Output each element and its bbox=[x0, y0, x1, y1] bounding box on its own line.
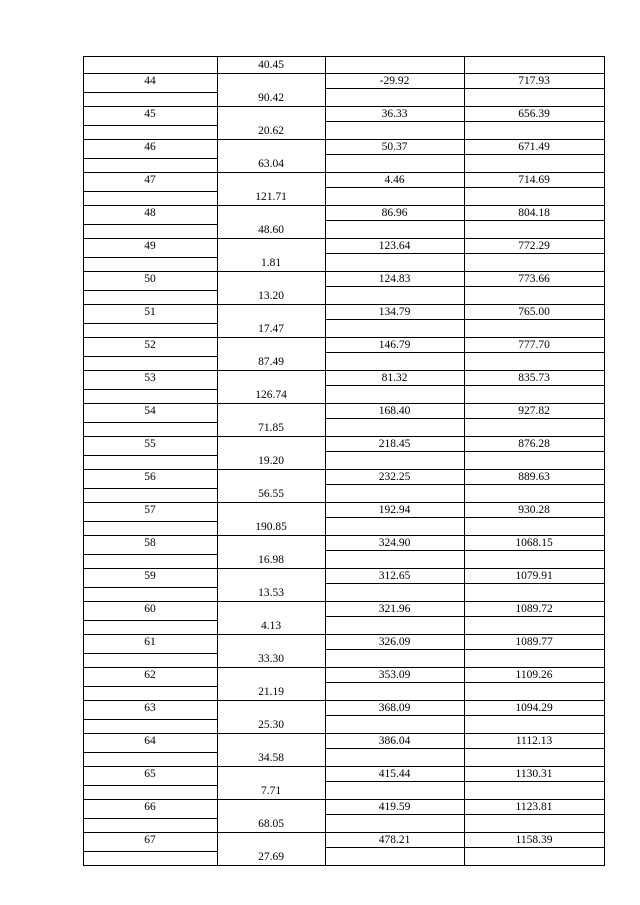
cell-value-a: 21.19 bbox=[258, 685, 284, 698]
cell-index: 51 bbox=[144, 306, 156, 318]
cell-index: 55 bbox=[144, 438, 156, 450]
row-sub-rule bbox=[83, 719, 217, 720]
cell-value-a: 33.30 bbox=[258, 652, 284, 665]
cell-value-a: 13.53 bbox=[258, 586, 284, 599]
cell-value-b: 312.65 bbox=[378, 570, 411, 582]
row-sub-rule bbox=[83, 356, 217, 357]
cell-value-b: 324.90 bbox=[378, 537, 411, 549]
cell-value-b: 419.59 bbox=[378, 801, 411, 813]
cell-value-b: 123.64 bbox=[378, 240, 411, 252]
cell-value-b: 146.79 bbox=[378, 339, 411, 351]
cell-value-c: 777.70 bbox=[518, 339, 550, 351]
cell-value-c: 930.28 bbox=[518, 504, 550, 516]
cell-value-a: 19.20 bbox=[258, 454, 284, 467]
cell-value-c: 1079.91 bbox=[515, 570, 553, 582]
cell-value-c: 1109.26 bbox=[515, 669, 553, 681]
cell-index: 44 bbox=[144, 75, 156, 87]
cell-value-c: 889.63 bbox=[518, 471, 550, 483]
cell-index: 60 bbox=[144, 603, 156, 615]
row-sub-rule bbox=[83, 323, 217, 324]
row-sub-rule bbox=[83, 785, 217, 786]
table-top-border bbox=[83, 56, 605, 57]
row-sub-rule bbox=[83, 389, 217, 390]
cell-value-c: 772.29 bbox=[518, 240, 550, 252]
data-table bbox=[83, 56, 605, 865]
cell-value-b: 368.09 bbox=[378, 702, 411, 714]
cell-index: 50 bbox=[144, 273, 156, 285]
cell-value-a: 56.55 bbox=[258, 487, 284, 500]
row-sub-rule bbox=[83, 686, 217, 687]
cell-value-c: 765.00 bbox=[518, 306, 550, 318]
cell-value-c: 835.73 bbox=[518, 372, 550, 384]
cell-index: 57 bbox=[144, 504, 156, 516]
row-sub-rule bbox=[83, 752, 217, 753]
cell-value-b: 4.46 bbox=[384, 174, 405, 186]
cell-index: 47 bbox=[144, 174, 156, 186]
cell-value-b: 321.96 bbox=[378, 603, 411, 615]
cell-value-c: 1158.39 bbox=[515, 834, 553, 846]
cell-index: 49 bbox=[144, 240, 156, 252]
cell-value-a: 20.62 bbox=[258, 124, 284, 137]
cell-value-a: 7.71 bbox=[260, 784, 282, 797]
cell-value-c: 671.49 bbox=[518, 141, 550, 153]
cell-index: 54 bbox=[144, 405, 156, 417]
cell-value-b: 168.40 bbox=[378, 405, 411, 417]
cell-value-a: 71.85 bbox=[258, 421, 284, 434]
row-sub-rule bbox=[83, 587, 217, 588]
cell-index: 62 bbox=[144, 669, 156, 681]
row-sub-rule bbox=[83, 653, 217, 654]
cell-index: 48 bbox=[144, 207, 156, 219]
row-sub-rule bbox=[83, 620, 217, 621]
table-bottom-border bbox=[83, 865, 605, 866]
cell-index: 46 bbox=[144, 141, 156, 153]
cell-value-b: 86.96 bbox=[381, 207, 408, 219]
cell-value-a: 34.58 bbox=[258, 751, 284, 764]
cell-index: 65 bbox=[144, 768, 156, 780]
cell-value-a: 25.30 bbox=[258, 718, 284, 731]
cell-value-c: 1068.15 bbox=[515, 537, 553, 549]
cell-value-a: 63.04 bbox=[258, 157, 284, 170]
cell-value-a: 16.98 bbox=[258, 553, 284, 566]
cell-index: 53 bbox=[144, 372, 156, 384]
cell-value-b: 415.44 bbox=[378, 768, 411, 780]
cell-value-c: 1130.31 bbox=[515, 768, 553, 780]
cell-value-a: 126.74 bbox=[255, 388, 287, 401]
cell-value-b: 81.32 bbox=[381, 372, 408, 384]
cell-value-c: 1123.81 bbox=[515, 801, 553, 813]
row-sub-rule bbox=[83, 422, 217, 423]
cell-value-a: 48.60 bbox=[258, 223, 284, 236]
row-sub-rule bbox=[83, 290, 217, 291]
row-sub-rule bbox=[83, 455, 217, 456]
cell-value-b: 386.04 bbox=[378, 735, 411, 747]
row-sub-rule bbox=[83, 521, 217, 522]
cell-value-c: 876.28 bbox=[518, 438, 550, 450]
cell-value-c: 773.66 bbox=[518, 273, 550, 285]
cell-value-b: 326.09 bbox=[378, 636, 411, 648]
cell-value-a: 1.81 bbox=[260, 256, 282, 269]
cell-index: 52 bbox=[144, 339, 156, 351]
cell-index: 67 bbox=[144, 834, 156, 846]
cell-value-b: 134.79 bbox=[378, 306, 411, 318]
cell-index: 61 bbox=[144, 636, 156, 648]
cell-value-c: 1112.13 bbox=[515, 735, 553, 747]
cell-index: 64 bbox=[144, 735, 156, 747]
cell-index: 56 bbox=[144, 471, 156, 483]
cell-value-a: 190.85 bbox=[255, 520, 287, 533]
row-sub-rule bbox=[83, 818, 217, 819]
cell-value-b: 36.33 bbox=[381, 108, 408, 120]
cell-value-a: 4.13 bbox=[260, 619, 282, 632]
cell-value-b: -29.92 bbox=[379, 75, 410, 87]
cell-value-c: 1089.77 bbox=[515, 636, 553, 648]
row-sub-rule bbox=[83, 92, 217, 93]
cell-value-c: 1089.72 bbox=[515, 603, 553, 615]
cell-value-b: 232.25 bbox=[378, 471, 411, 483]
cell-value-c: 1094.29 bbox=[515, 702, 553, 714]
cell-value-c: 717.93 bbox=[518, 75, 550, 87]
cell-value-b: 218.45 bbox=[378, 438, 411, 450]
cell-index: 58 bbox=[144, 537, 156, 549]
cell-value-a: 87.49 bbox=[258, 355, 284, 368]
cell-value-b: 478.21 bbox=[378, 834, 411, 846]
cell-value-c: 656.39 bbox=[518, 108, 550, 120]
row-sub-rule bbox=[83, 125, 217, 126]
row-sub-rule bbox=[83, 191, 217, 192]
row-sub-rule bbox=[83, 257, 217, 258]
cell-value-a: 17.47 bbox=[258, 322, 284, 335]
cell-index: 63 bbox=[144, 702, 156, 714]
row-sub-rule bbox=[83, 158, 217, 159]
cell-value-c: 714.69 bbox=[518, 174, 550, 186]
row-sub-rule bbox=[83, 488, 217, 489]
cell-value-a: 90.42 bbox=[258, 91, 284, 104]
row-sub-rule bbox=[83, 224, 217, 225]
row-sub-rule bbox=[83, 554, 217, 555]
cell-value-b: 353.09 bbox=[378, 669, 411, 681]
cell-index: 66 bbox=[144, 801, 156, 813]
cell-value-b: 192.94 bbox=[378, 504, 411, 516]
cell-value-b: 124.83 bbox=[378, 273, 411, 285]
row-sub-rule bbox=[83, 851, 217, 852]
cell-value-a: 68.05 bbox=[258, 817, 284, 830]
cell-index: 59 bbox=[144, 570, 156, 582]
cell-value-a: 121.71 bbox=[255, 190, 287, 203]
cell-index: 45 bbox=[144, 108, 156, 120]
cell-value-a: 40.45 bbox=[258, 59, 284, 71]
cell-value-c: 927.82 bbox=[518, 405, 550, 417]
column-rule-4 bbox=[604, 56, 605, 865]
cell-value-b: 50.37 bbox=[381, 141, 408, 153]
cell-value-a: 27.69 bbox=[258, 850, 284, 863]
cell-value-c: 804.18 bbox=[518, 207, 550, 219]
cell-value-a: 13.20 bbox=[258, 289, 284, 302]
